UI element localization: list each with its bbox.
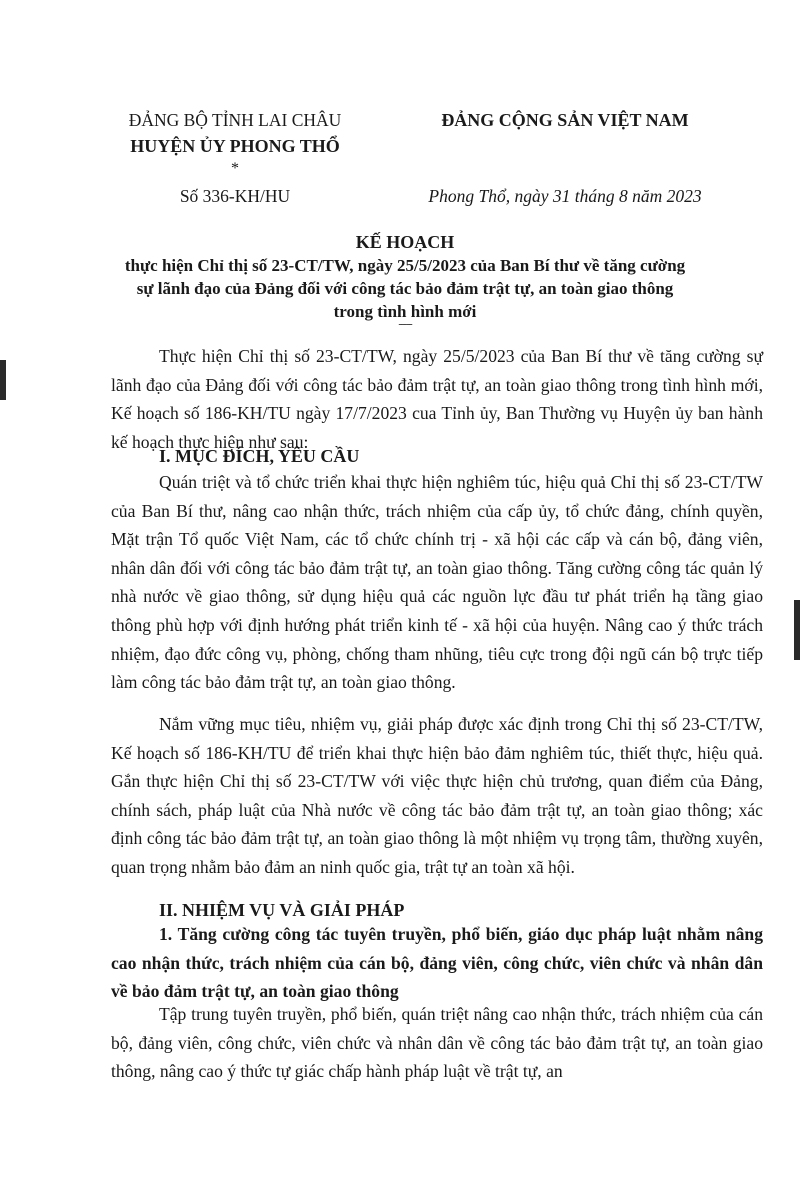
header-district-committee: HUYỆN ỦY PHONG THỔ [130,136,340,156]
intro-paragraph: Thực hiện Chỉ thị số 23-CT/TW, ngày 25/5/2023 của Ban Bí thư về tăng cường sự lãnh đạo của Đảng đối với công tác bảo đảm trật tự, an toàn giao thông trong tình hình mới, Kế hoạch số 186-KH/TU ngày 17/7/2023 cua Tỉnh ủy, Ban Thường vụ Huyện ủy ban hành kế hoạch thực hiện như sau: [111,346,763,452]
document-subtitle-line1: thực hiện Chỉ thị số 23-CT/TW, ngày 25/5/2023 của Ban Bí thư về tăng cường [124,256,686,275]
section1-heading: I. MỤC ĐÍCH, YÊU CẦU [159,446,360,466]
place-and-date: Phong Thổ, ngày 31 tháng 8 năm 2023 [428,186,702,206]
scan-mark-left [0,360,6,400]
document-subtitle-line2: sự lãnh đạo của Đảng đối với công tác bảo đảm trật tự, an toàn giao thông [136,279,674,298]
header-star: * [231,160,239,177]
header-party-name: ĐẢNG CỘNG SẢN VIỆT NAM [441,110,689,130]
document-number: Số 336-KH/HU [179,186,291,206]
title-divider: ----- [398,318,412,330]
document-subtitle-line3: trong tình hình mới [333,302,477,321]
section2-heading: II. NHIỆM VỤ VÀ GIẢI PHÁP [159,900,405,920]
document-title: KẾ HOẠCH [355,232,455,252]
section2-paragraph1: Tập trung tuyên truyền, phổ biến, quán triệt nâng cao nhận thức, trách nhiệm của cán bộ, đảng viên, công chức, viên chức và nhân dân về công tác bảo đảm trật tự, an toàn giao thông, nâng cao ý thức tự giác chấp hành pháp luật về trật tự, an [111,1004,763,1082]
section2-subheading1: 1. Tăng cường công tác tuyên truyền, phổ biến, giáo dục pháp luật nhằm nâng cao nhận thức, trách nhiệm của cán bộ, đảng viên, công chức, viên chức và nhân dân về bảo đảm trật tự, an toàn giao thông [111,924,763,1002]
section1-paragraph1: Quán triệt và tổ chức triển khai thực hiện nghiêm túc, hiệu quả Chỉ thị số 23-CT/TW của Ban Bí thư, nâng cao nhận thức, trách nhiệm của cấp ủy, tổ chức đảng, chính quyền, Mặt trận Tổ quốc Việt Nam, các tổ chức chính trị - xã hội các cấp và cán bộ, đảng viên, nhân dân đối với công tác bảo đảm trật tự, an toàn giao thông. Tăng cường công tác quản lý nhà nước về giao thông, sử dụng hiệu quả các nguồn lực đầu tư phát triển hạ tầng giao thông phù hợp với định hướng phát triển kinh tế - xã hội của huyện. Nâng cao ý thức trách nhiệm, đạo đức công vụ, phòng, chống tham nhũng, tiêu cực trong đội ngũ cán bộ trực tiếp làm công tác bảo đảm trật tự, an toàn giao thông. [111,472,763,693]
header-party-committee: ĐẢNG BỘ TỈNH LAI CHÂU [128,110,342,130]
scan-mark-right [794,600,800,660]
section1-paragraph2: Nắm vững mục tiêu, nhiệm vụ, giải pháp được xác định trong Chỉ thị số 23-CT/TW, Kế hoạch số 186-KH/TU để triển khai thực hiện bảo đảm nghiêm túc, thiết thực, hiệu quả. Gắn thực hiện Chỉ thị số 23-CT/TW với việc thực hiện chủ trương, quan điểm của Đảng, chính sách, pháp luật của Nhà nước về công tác bảo đảm trật tự, an toàn giao thông; xác định công tác bảo đảm trật tự, an toàn giao thông là một nhiệm vụ trọng tâm, thường xuyên, quan trọng nhằm bảo đảm an ninh quốc gia, trật tự an toàn xã hội. [111,714,763,877]
